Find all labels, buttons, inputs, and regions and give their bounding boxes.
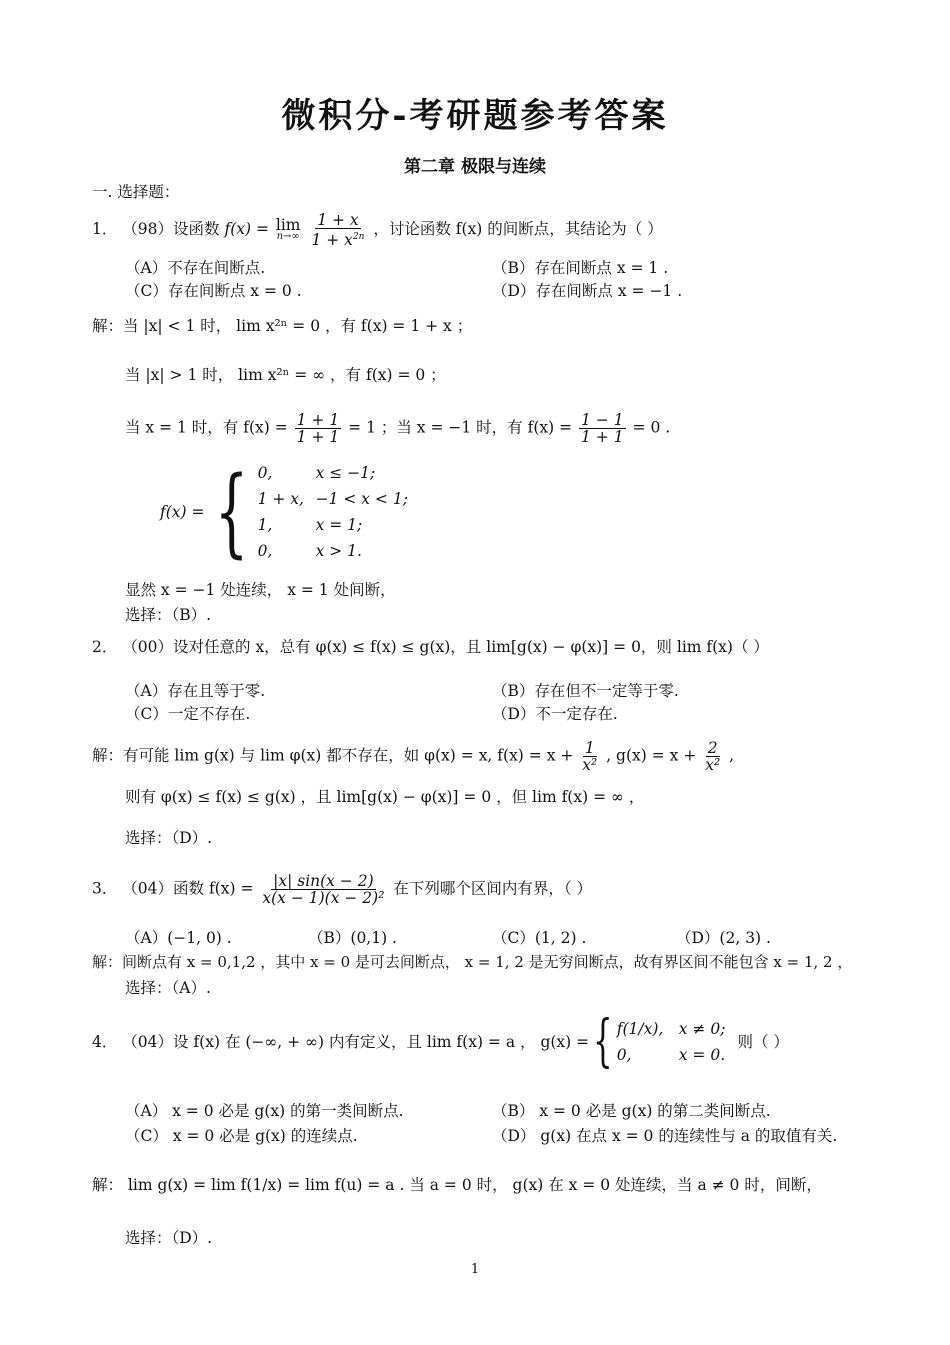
q2-option-c: （C）一定不存在. bbox=[125, 705, 251, 723]
q3-answer: 选择：（A）. bbox=[125, 979, 211, 997]
q3-frac-num: |x| sin(x − 2) bbox=[273, 872, 374, 890]
q3-option-c: （C）(1, 2) . bbox=[492, 929, 587, 947]
q4-solution: 解： lim g(x) = lim f(1/x) = lim f(u) = a . 当 a = 0 时， g(x) 在 x = 0 处连续，当 a ≠ 0 时，间断， bbox=[92, 1176, 822, 1194]
q1-piece-lhs: f(x) = bbox=[160, 503, 205, 521]
q2-option-a: （A）存在且等于零. bbox=[125, 682, 266, 700]
q4-option-c: （C） x = 0 必是 g(x) 的连续点. bbox=[125, 1127, 358, 1145]
q2-solution-line1: 解：有可能 lim g(x) 与 lim φ(x) 都不存在，如 φ(x) = x, f(x) = x + $\frac{1}{\text{x²}}$ , g(x) = x + $\frac{2}{\text{x²}}$ , bbox=[92, 739, 735, 774]
q2-solution-line2: 则有 φ(x) ≤ f(x) ≤ g(x) ，且 lim[g(x) − φ(x)] = 0 ，但 lim f(x) = ∞ ， bbox=[125, 788, 645, 806]
q1-sol3c: = 0 . bbox=[632, 418, 671, 437]
page-number: 1 bbox=[470, 1262, 480, 1277]
q1-stem: 1． （98）设函数 f(x) = lim n→∞ $\frac{1 + x}{1 + x^{2n}}$ ，讨论函数 f(x) 的间断点，其结论为（ ） bbox=[92, 211, 663, 250]
q2-sol1a: 解：有可能 lim g(x) 与 lim φ(x) 都不存在，如 φ(x) = x, f(x) = x + bbox=[92, 746, 574, 765]
q2-option-b: （B）存在但不一定等于零. bbox=[492, 682, 679, 700]
left-brace-icon: { bbox=[593, 1009, 613, 1074]
q4-case-row: f(1/x), x ≠ 0; bbox=[616, 1020, 726, 1038]
q2-sol1b: , g(x) = x + bbox=[606, 746, 697, 765]
document-title: 微积分-考研题参考答案 bbox=[281, 96, 669, 136]
q1-frac1-num: 1 + 1 bbox=[296, 411, 340, 429]
q1-piece-row: 0, x > 1. bbox=[257, 542, 362, 560]
q2-option-d: （D）不一定存在. bbox=[492, 705, 618, 723]
q4-option-b: （B） x = 0 必是 g(x) 的第二类间断点. bbox=[492, 1102, 771, 1120]
q1-option-c: （C）存在间断点 x = 0 . bbox=[125, 282, 302, 300]
q3-stem-a: 3． （04）函数 f(x) = bbox=[92, 879, 254, 898]
q2-answer: 选择：（D）. bbox=[125, 829, 213, 847]
q1-sol3a: 当 x = 1 时，有 f(x) = bbox=[125, 418, 288, 437]
q4-stem-b: 则（ ） bbox=[737, 1033, 789, 1051]
q2-frac1-den: x² bbox=[582, 756, 598, 774]
q1-solution-line3 bbox=[125, 412, 670, 445]
q4-case-row: 0, x = 0. bbox=[616, 1046, 726, 1064]
q3-solution: 解：间断点有 x = 0,1,2 ，其中 x = 0 是可去间断点， x = 1, 2 是无穷间断点，故有界区间不能包含 x = 1, 2 ， bbox=[92, 953, 853, 971]
q1-piecewise bbox=[160, 456, 408, 568]
q1-conclusion: 显然 x = −1 处连续， x = 1 处间断， bbox=[125, 581, 396, 599]
q3-stem-b: 在下列哪个区间内有界，（ ） bbox=[393, 879, 593, 898]
q4-stem-a: 4． （04）设 f(x) 在 (−∞, + ∞) 内有定义，且 lim f(x) = a ， g(x) = bbox=[92, 1033, 590, 1051]
q1-answer: 选择：（B）. bbox=[125, 606, 212, 624]
q3-stem bbox=[92, 873, 592, 906]
q1-piece-row: 1 + x, −1 < x < 1; bbox=[257, 490, 408, 508]
q1-solution-line1: 解：当 |x| < 1 时， lim x²ⁿ = 0 ，有 f(x) = 1 + x ； bbox=[92, 317, 473, 335]
chapter-heading: 第二章 极限与连续 bbox=[404, 157, 546, 177]
q2-frac2-den: x² bbox=[705, 756, 721, 774]
q1-option-a: （A）不存在间断点. bbox=[125, 259, 266, 277]
q1-frac2-den: 1 + 1 bbox=[581, 428, 624, 446]
q4-option-a: （A） x = 0 必是 g(x) 的第一类间断点. bbox=[125, 1102, 404, 1120]
q4-option-d: （D） g(x) 在点 x = 0 的连续性与 a 的取值有关. bbox=[492, 1127, 838, 1145]
q1-frac1-den: 1 + 1 bbox=[296, 428, 340, 446]
left-brace-icon: { bbox=[214, 456, 248, 568]
q1-frac2-num: 1 − 1 bbox=[581, 411, 624, 429]
q1-option-b: （B）存在间断点 x = 1 . bbox=[492, 259, 669, 277]
q1-sol3b: = 1 ；当 x = −1 时，有 f(x) = bbox=[348, 418, 573, 437]
q2-frac1-num: 1 bbox=[584, 739, 595, 757]
q1-piece-row: 0, x ≤ −1; bbox=[257, 464, 376, 482]
q3-frac-den: x(x − 1)(x − 2)² bbox=[262, 889, 385, 907]
q4-stem bbox=[92, 1009, 789, 1074]
q1-stem-b: ，讨论函数 f(x) 的间断点，其结论为（ ） bbox=[373, 220, 663, 239]
q3-option-d: （D）(2, 3) . bbox=[676, 929, 771, 947]
q1-solution-line2: 当 |x| > 1 时， lim x²ⁿ = ∞ ，有 f(x) = 0 ； bbox=[125, 366, 446, 384]
q1-stem-a: 1． （98）设函数 bbox=[92, 220, 220, 239]
q3-option-b: （B）(0,1) . bbox=[308, 929, 397, 947]
section-heading: 一. 选择题： bbox=[92, 183, 180, 201]
q1-option-d: （D）存在间断点 x = −1 . bbox=[492, 282, 683, 300]
q2-frac2-num: 2 bbox=[707, 739, 718, 757]
q4-answer: 选择：（D）. bbox=[125, 1229, 213, 1247]
q1-piece-row: 1, x = 1; bbox=[257, 516, 363, 534]
q2-stem: 2． （00）设对任意的 x，总有 φ(x) ≤ f(x) ≤ g(x)，且 lim[g(x) − φ(x)] = 0，则 lim f(x)（ ） bbox=[92, 638, 769, 656]
q3-option-a: （A）(−1, 0) . bbox=[125, 929, 232, 947]
